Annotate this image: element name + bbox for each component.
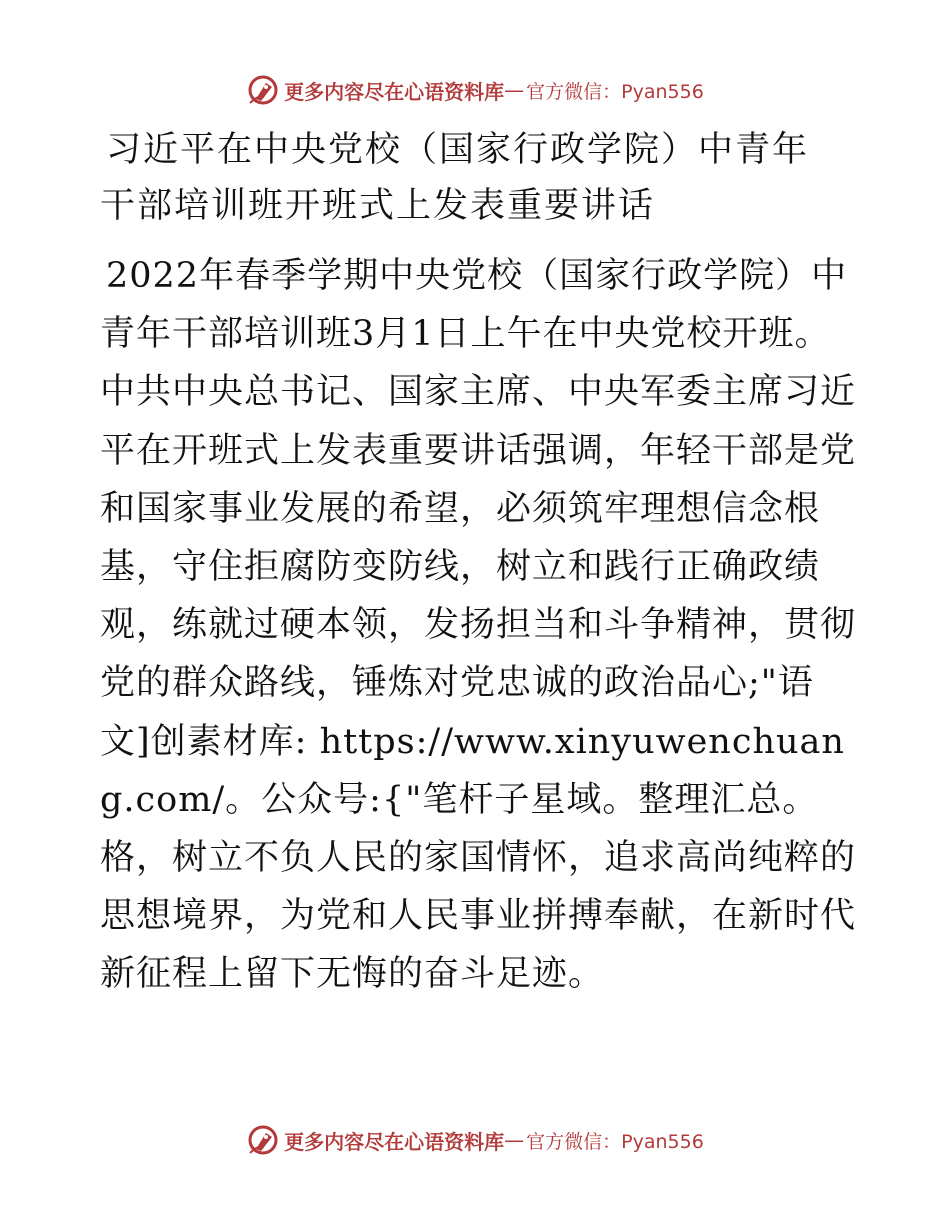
header-separator: — [504,78,525,102]
header-wechat-text: 官方微信：Pyan556 [526,80,704,103]
pen-nib-logo-icon [246,73,280,107]
footer-brand-text: 更多内容尽在心语资料库 [284,1129,505,1154]
footer-watermark-banner [0,1120,950,1160]
document-body-paragraph: 2022年春季学期中央党校（国家行政学院）中青年干部培训班3月1日上午在中央党校开班。中共中央总书记、国家主席、中央军委主席习近平在开班式上发表重要讲话强调，年轻干部是党和国家事业发展的希望，必须筑牢理想信念根基，守住拒腐防变防线，树立和践行正确政绩观，练就过硬本领，发扬担当和斗争精神，贯彻党的群众路线，锤炼对党忠诚的政治品心;"语文]创素材库: https://www.xinyuwenchuang.com/。公众号:{"笔杆子星域。整理汇总。格，树立不负人民的家国情怀，追求高尚纯粹的思想境界，为党和人民事业拼搏奉献，在新时代新征程上留下无悔的奋斗足迹。 [100,256,857,995]
document-title: 习近平在中央党校（国家行政学院）中青年干部培训班开班式上发表重要讲话 [100,130,810,226]
header-brand-text: 更多内容尽在心语资料库 [284,79,505,104]
footer-wechat-text: 官方微信：Pyan556 [526,1130,704,1153]
pen-nib-logo-icon [246,1123,280,1157]
footer-separator: — [504,1128,525,1152]
header-watermark-banner [0,70,950,110]
